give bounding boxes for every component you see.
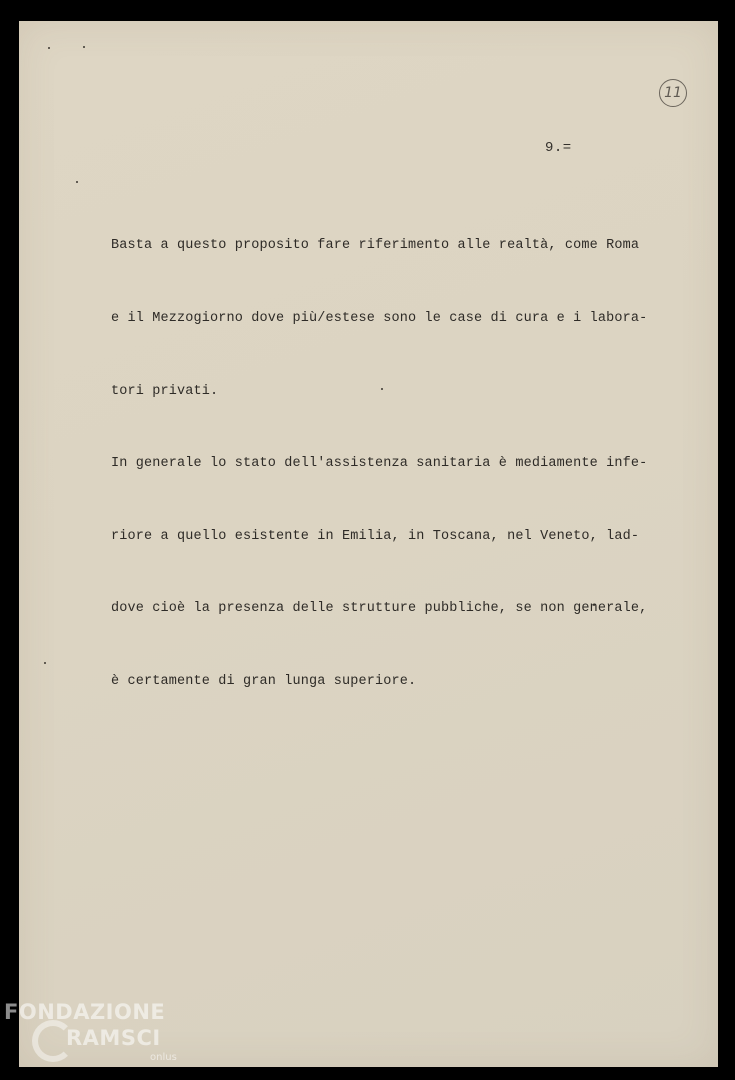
text-line: Basta a questo proposito fare riferimento alle realtà, come Roma: [111, 238, 640, 254]
watermark-line2: RAMSCI: [66, 1026, 161, 1050]
archive-folio-number: 11: [659, 79, 687, 107]
text-line: tori privati.: [111, 383, 219, 399]
fondazione-gramsci-watermark: [4, 1000, 194, 1075]
text-line: e il Mezzogiorno dove più/estese sono le case di cura e i labora-: [111, 311, 648, 326]
page-number: 9.=: [545, 140, 572, 156]
text-line: dove cioè la presenza delle strutture pubbliche, se non generale,: [111, 601, 648, 617]
text-line: riore a quello esistente in Emilia, in Toscana, nel Veneto, lad-: [111, 528, 640, 544]
ink-speck: [76, 181, 78, 183]
ink-speck: [83, 46, 85, 48]
text-line: In generale lo stato dell'assistenza sanitaria è mediamente infe-: [111, 456, 648, 472]
body-text: [111, 186, 651, 718]
ink-speck: [44, 662, 46, 664]
text-line: è certamente di gran lunga superiore.: [111, 673, 417, 689]
watermark-line3: onlus: [150, 1052, 177, 1063]
watermark-line1: FONDAZIONE: [4, 1000, 166, 1024]
ink-speck: [48, 47, 50, 49]
